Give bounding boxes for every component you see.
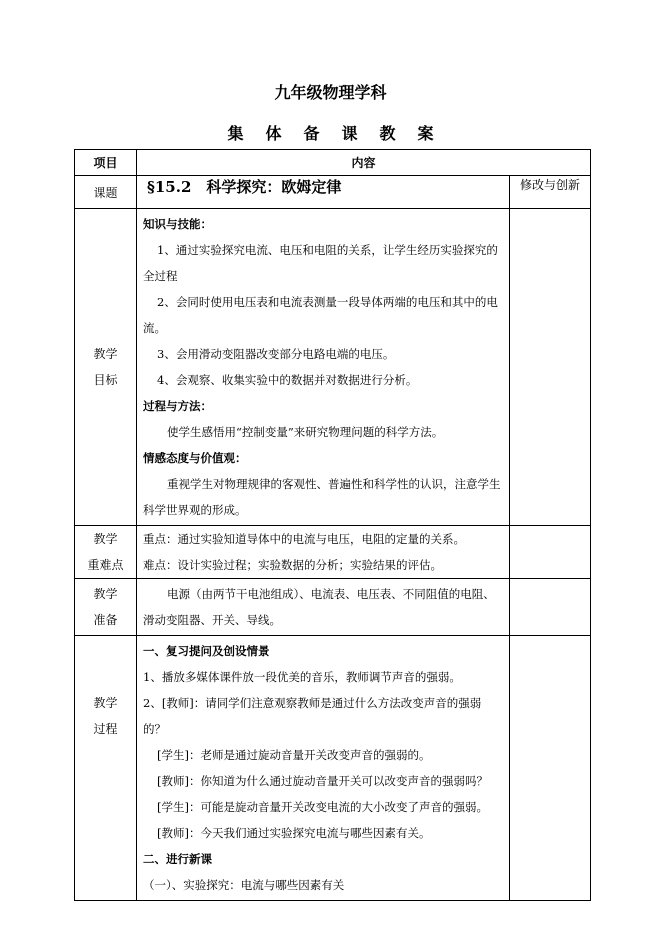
objectives-label (75, 209, 137, 526)
process-h2: 二、进行新课 (143, 852, 212, 866)
header-row (75, 150, 591, 176)
process-heading: 过程与方法： (143, 399, 212, 413)
revise-label: 修改与创新 (510, 176, 591, 209)
k2b: 流。 (143, 321, 166, 335)
preparation-label-line2: 准备 (93, 613, 118, 627)
objectives-content (137, 209, 510, 526)
process-s3: [学生]：老师是通过旋动音量开关改变声音的强弱的。 (157, 748, 431, 762)
process-s7: （一）、实验探究：电流与哪些因素有关 (143, 878, 345, 892)
process-h1: 一、复习提问及创设情景 (143, 644, 270, 658)
k1a: 1、通过实验探究电流、电压和电阻的关系，让学生经历实验探究的 (157, 243, 498, 257)
objectives-label-line2: 目标 (93, 373, 118, 387)
k1b: 全过程 (143, 269, 178, 283)
keypoints-label-line1: 教学 (93, 532, 118, 546)
knowledge-heading: 知识与技能： (143, 217, 212, 231)
process-s5: [学生]：可能是旋动音量开关改变电流的大小改变了声音的强弱。 (157, 800, 488, 814)
lesson-plan-table (74, 149, 591, 901)
process-s1: 1、播放多媒体课件放一段优美的音乐，教师调节声音的强弱。 (143, 670, 461, 684)
header-content: 内容 (137, 150, 591, 176)
preparation-label-line1: 教学 (93, 587, 118, 601)
e1a: 重视学生对物理规律的客观性、普遍性和科学性的认识，注意学生 (167, 477, 501, 491)
prep-line2: 滑动变阻器、开关、导线。 (143, 613, 281, 627)
topic-row (75, 176, 591, 209)
process-label-line2: 过程 (93, 722, 118, 736)
process-s6: [教师]：今天我们通过实验探究电流与哪些因素有关。 (157, 826, 431, 840)
key-point: 重点：通过实验知道导体中的电流与电压，电阻的定量的关系。 (143, 532, 465, 546)
k4: 4、会观察、收集实验中的数据并对数据进行分析。 (157, 373, 418, 387)
process-label-line1: 教学 (93, 696, 118, 710)
preparation-content (137, 579, 510, 636)
prep-line1: 电源（由两节干电池组成）、电流表、电压表、不同阻值的电阻、 (167, 587, 495, 601)
keypoints-label (75, 526, 137, 579)
preparation-revise (510, 579, 591, 636)
objectives-revise (510, 209, 591, 526)
preparation-label (75, 579, 137, 636)
process-row (75, 636, 591, 901)
keypoints-row (75, 526, 591, 579)
process-s2: 2、[教师]：请同学们注意观察教师是通过什么方法改变声音的强弱的？ (143, 696, 482, 736)
topic-value: §15.2 科学探究：欧姆定律 (137, 176, 510, 209)
header-item: 项目 (75, 150, 137, 176)
process-revise (510, 636, 591, 901)
process-s4: [教师]：你知道为什么通过旋动音量开关可以改变声音的强弱吗？ (157, 774, 488, 788)
emotion-heading: 情感态度与价值观： (143, 451, 247, 465)
process-content (137, 636, 510, 901)
subject-title: 九年级物理学科 (274, 83, 387, 102)
topic-label: 课题 (75, 176, 137, 209)
objectives-label-line1: 教学 (93, 347, 118, 361)
k3: 3、会用滑动变阻器改变部分电路电端的电压。 (157, 347, 395, 361)
e1b: 科学世界观的形成。 (143, 503, 247, 517)
p1: 使学生感悟用“控制变量”来研究物理问题的科学方法。 (167, 425, 444, 439)
preparation-row (75, 579, 591, 636)
keypoints-revise (510, 526, 591, 579)
keypoints-content (137, 526, 510, 579)
process-label (75, 636, 137, 901)
objectives-row (75, 209, 591, 526)
plan-title: 集体备课教案 (227, 124, 456, 143)
difficult-point: 难点：设计实验过程；实验数据的分析；实验结果的评估。 (143, 558, 442, 572)
k2a: 2、会同时使用电压表和电流表测量一段导体两端的电压和其中的电 (157, 295, 498, 309)
keypoints-label-line2: 重难点 (87, 558, 124, 572)
